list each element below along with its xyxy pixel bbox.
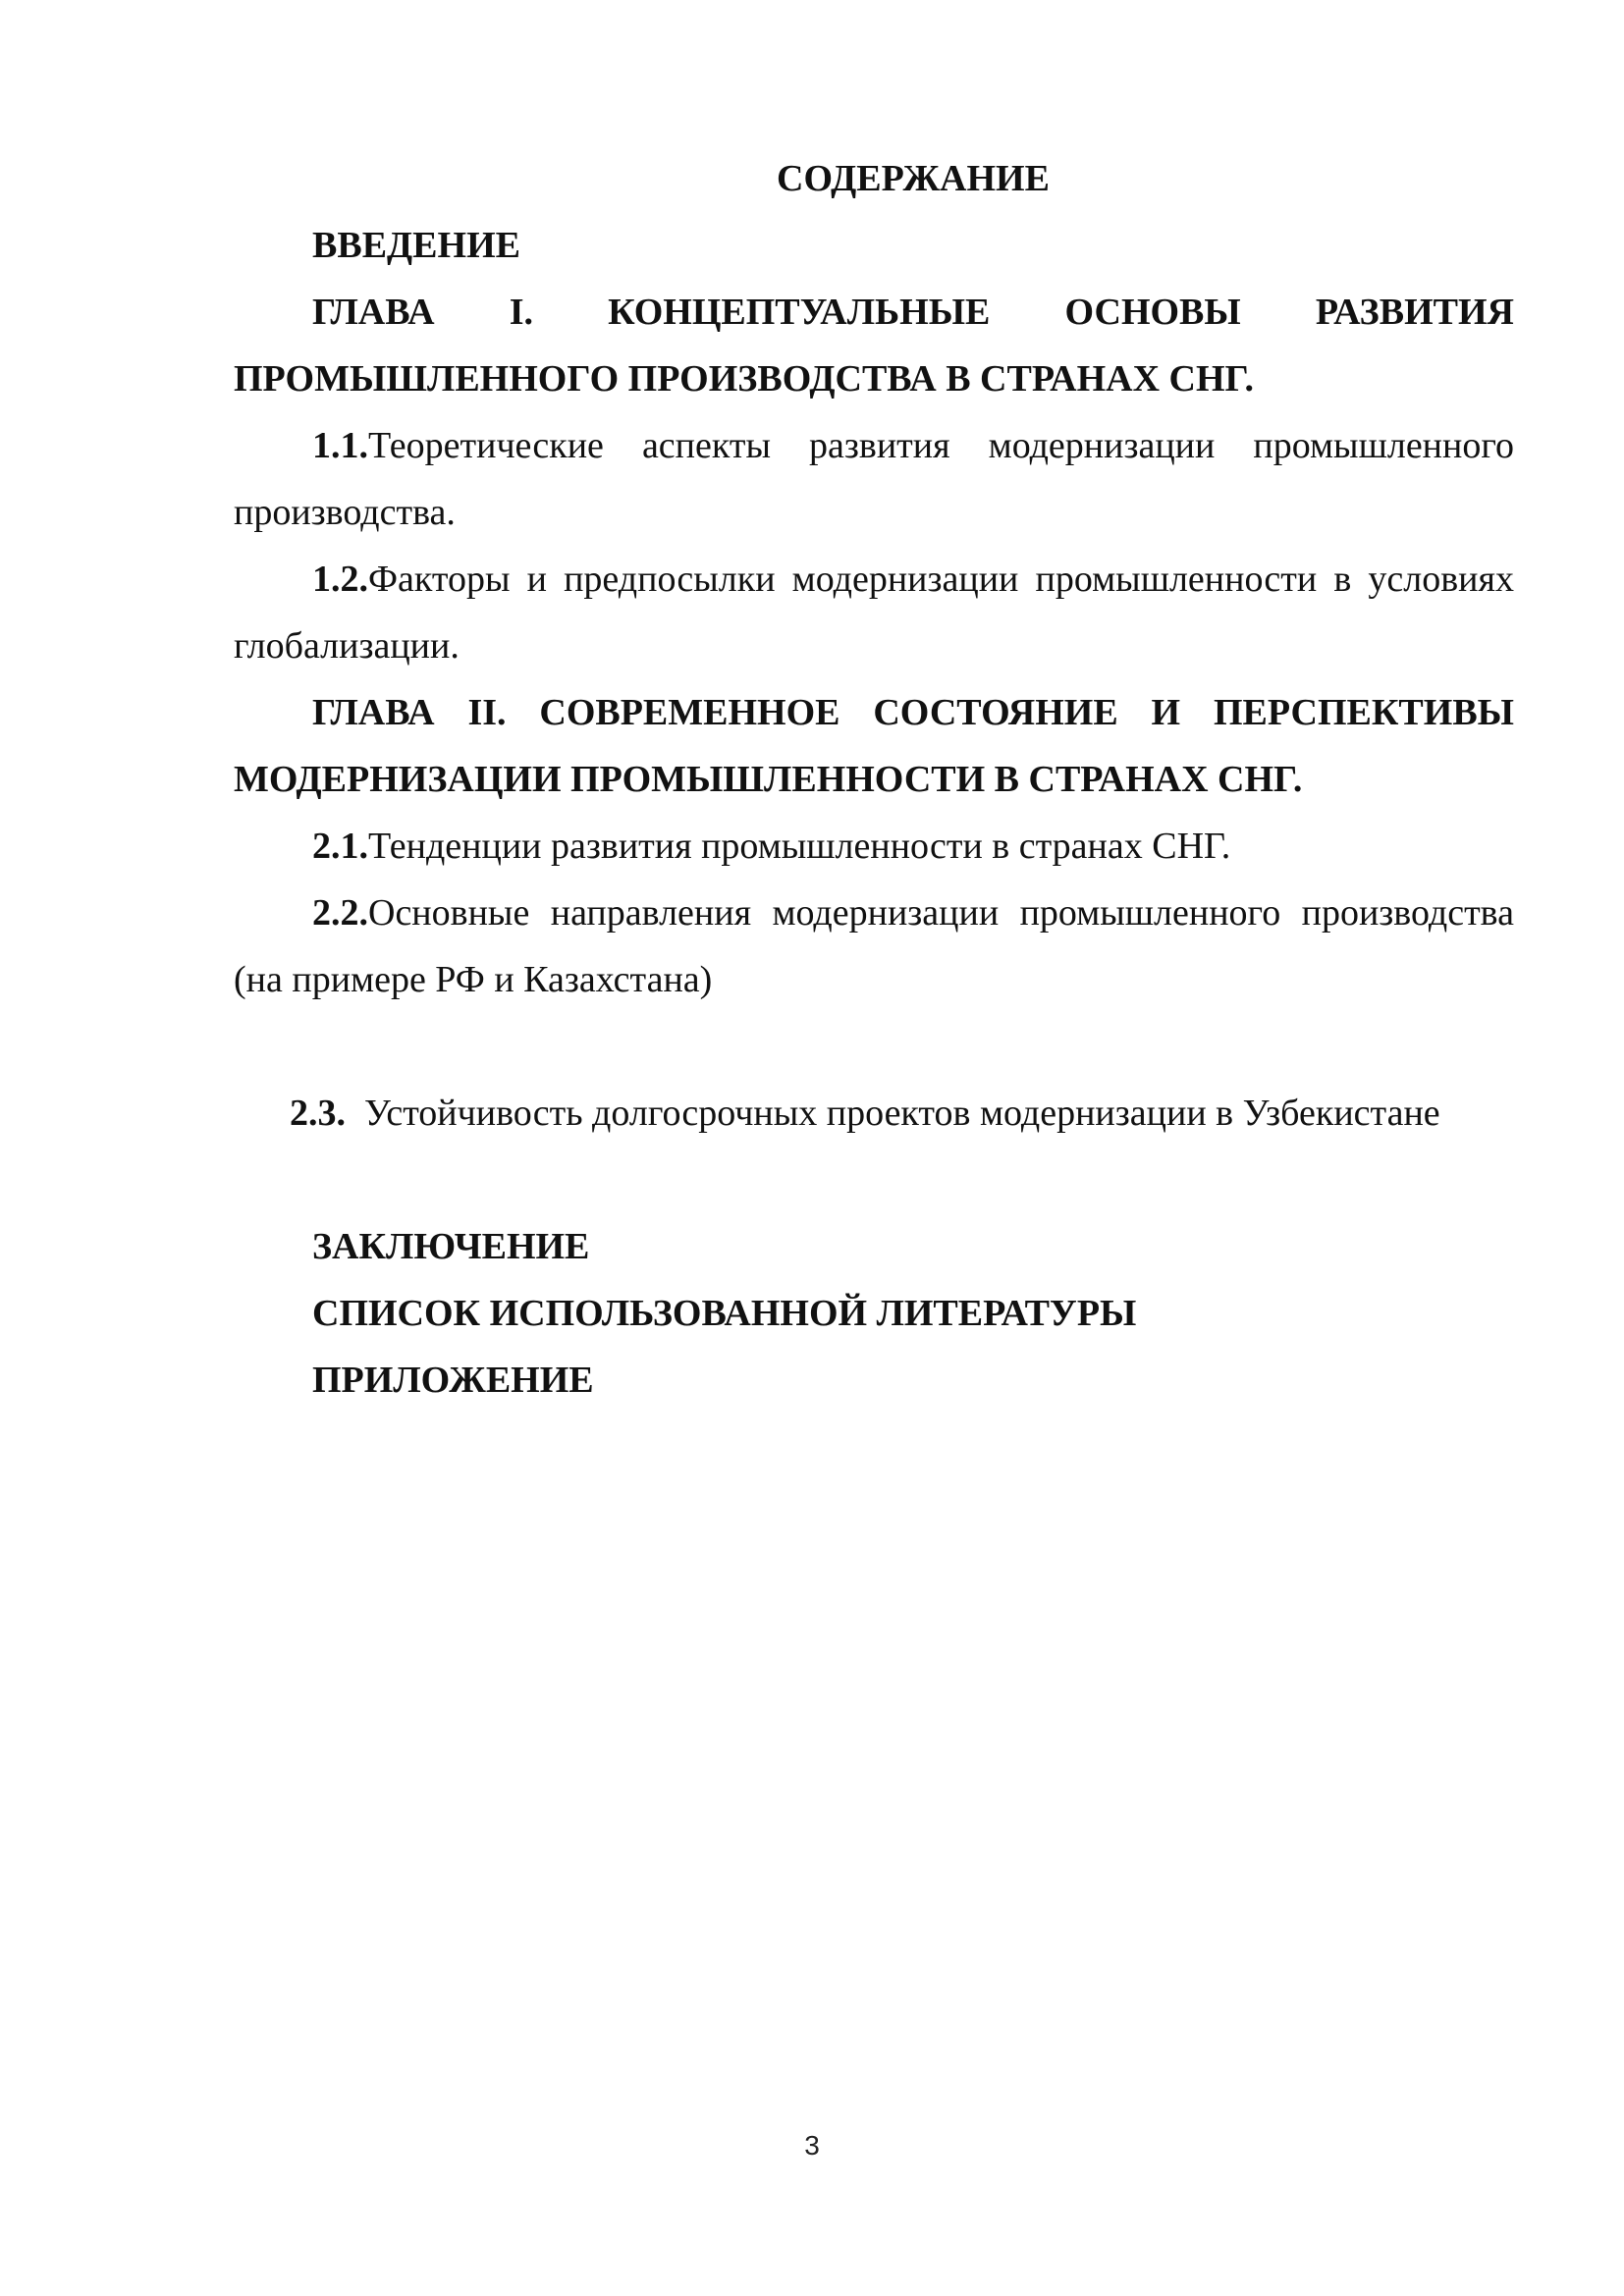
- toc-entry-number: 2.3.: [290, 1093, 346, 1134]
- toc-entry-number: 2.2.: [312, 892, 368, 934]
- table-of-contents: [234, 145, 1514, 1414]
- toc-entry-text: ГЛАВА I. КОНЦЕПТУАЛЬНЫЕ ОСНОВЫ РАЗВИТИЯ ПРОМЫШЛЕННОГО ПРОИЗВОДСТВА В СТРАНАХ СНГ.: [234, 292, 1514, 400]
- toc-title: СОДЕРЖАНИЕ: [777, 158, 1050, 199]
- toc-entry-text: ВВЕДЕНИЕ: [312, 225, 520, 266]
- toc-entry-text: Теоретические аспекты развития модернизации промышленного производства.: [234, 425, 1514, 533]
- toc-entry-chapter-1: [234, 279, 1514, 412]
- toc-entry-section-1-1: [234, 412, 1514, 546]
- toc-entry-text: ГЛАВА II. СОВРЕМЕННОЕ СОСТОЯНИЕ И ПЕРСПЕКТИВЫ МОДЕРНИЗАЦИИ ПРОМЫШЛЕННОСТИ В СТРАНАХ СНГ.: [234, 692, 1514, 800]
- toc-entry-number: 1.2.: [312, 559, 368, 600]
- toc-entry-section-2-1: [234, 813, 1514, 880]
- toc-entry-text: Устойчивость долгосрочных проектов модернизации в Узбекистане: [346, 1093, 1440, 1134]
- toc-entry-text: ЗАКЛЮЧЕНИЕ: [312, 1226, 590, 1267]
- toc-entry-appendix: [234, 1347, 1514, 1414]
- toc-entry-number: 2.1.: [312, 826, 368, 867]
- toc-entry-text: Основные направления модернизации промышленного производства (на примере РФ и Казахстана): [234, 892, 1514, 1000]
- toc-entry-section-2-3: [234, 1013, 1514, 1213]
- toc-entry-conclusion: [234, 1213, 1514, 1280]
- page-number: 3: [804, 2130, 820, 2161]
- toc-entry-chapter-2: [234, 679, 1514, 813]
- toc-entry-text: СПИСОК ИСПОЛЬЗОВАННОЙ ЛИТЕРАТУРЫ: [312, 1293, 1137, 1334]
- toc-entry-section-2-2: [234, 880, 1514, 1013]
- toc-entry-number: 1.1.: [312, 425, 368, 466]
- toc-entry-section-1-2: [234, 546, 1514, 679]
- toc-entry-text: Факторы и предпосылки модернизации промышленности в условиях глобализации.: [234, 559, 1514, 667]
- toc-entry-references: [234, 1280, 1514, 1347]
- toc-entry-text: ПРИЛОЖЕНИЕ: [312, 1360, 594, 1401]
- toc-entry-text: Тенденции развития промышленности в странах СНГ.: [368, 826, 1231, 867]
- toc-entry-introduction: [234, 212, 1514, 279]
